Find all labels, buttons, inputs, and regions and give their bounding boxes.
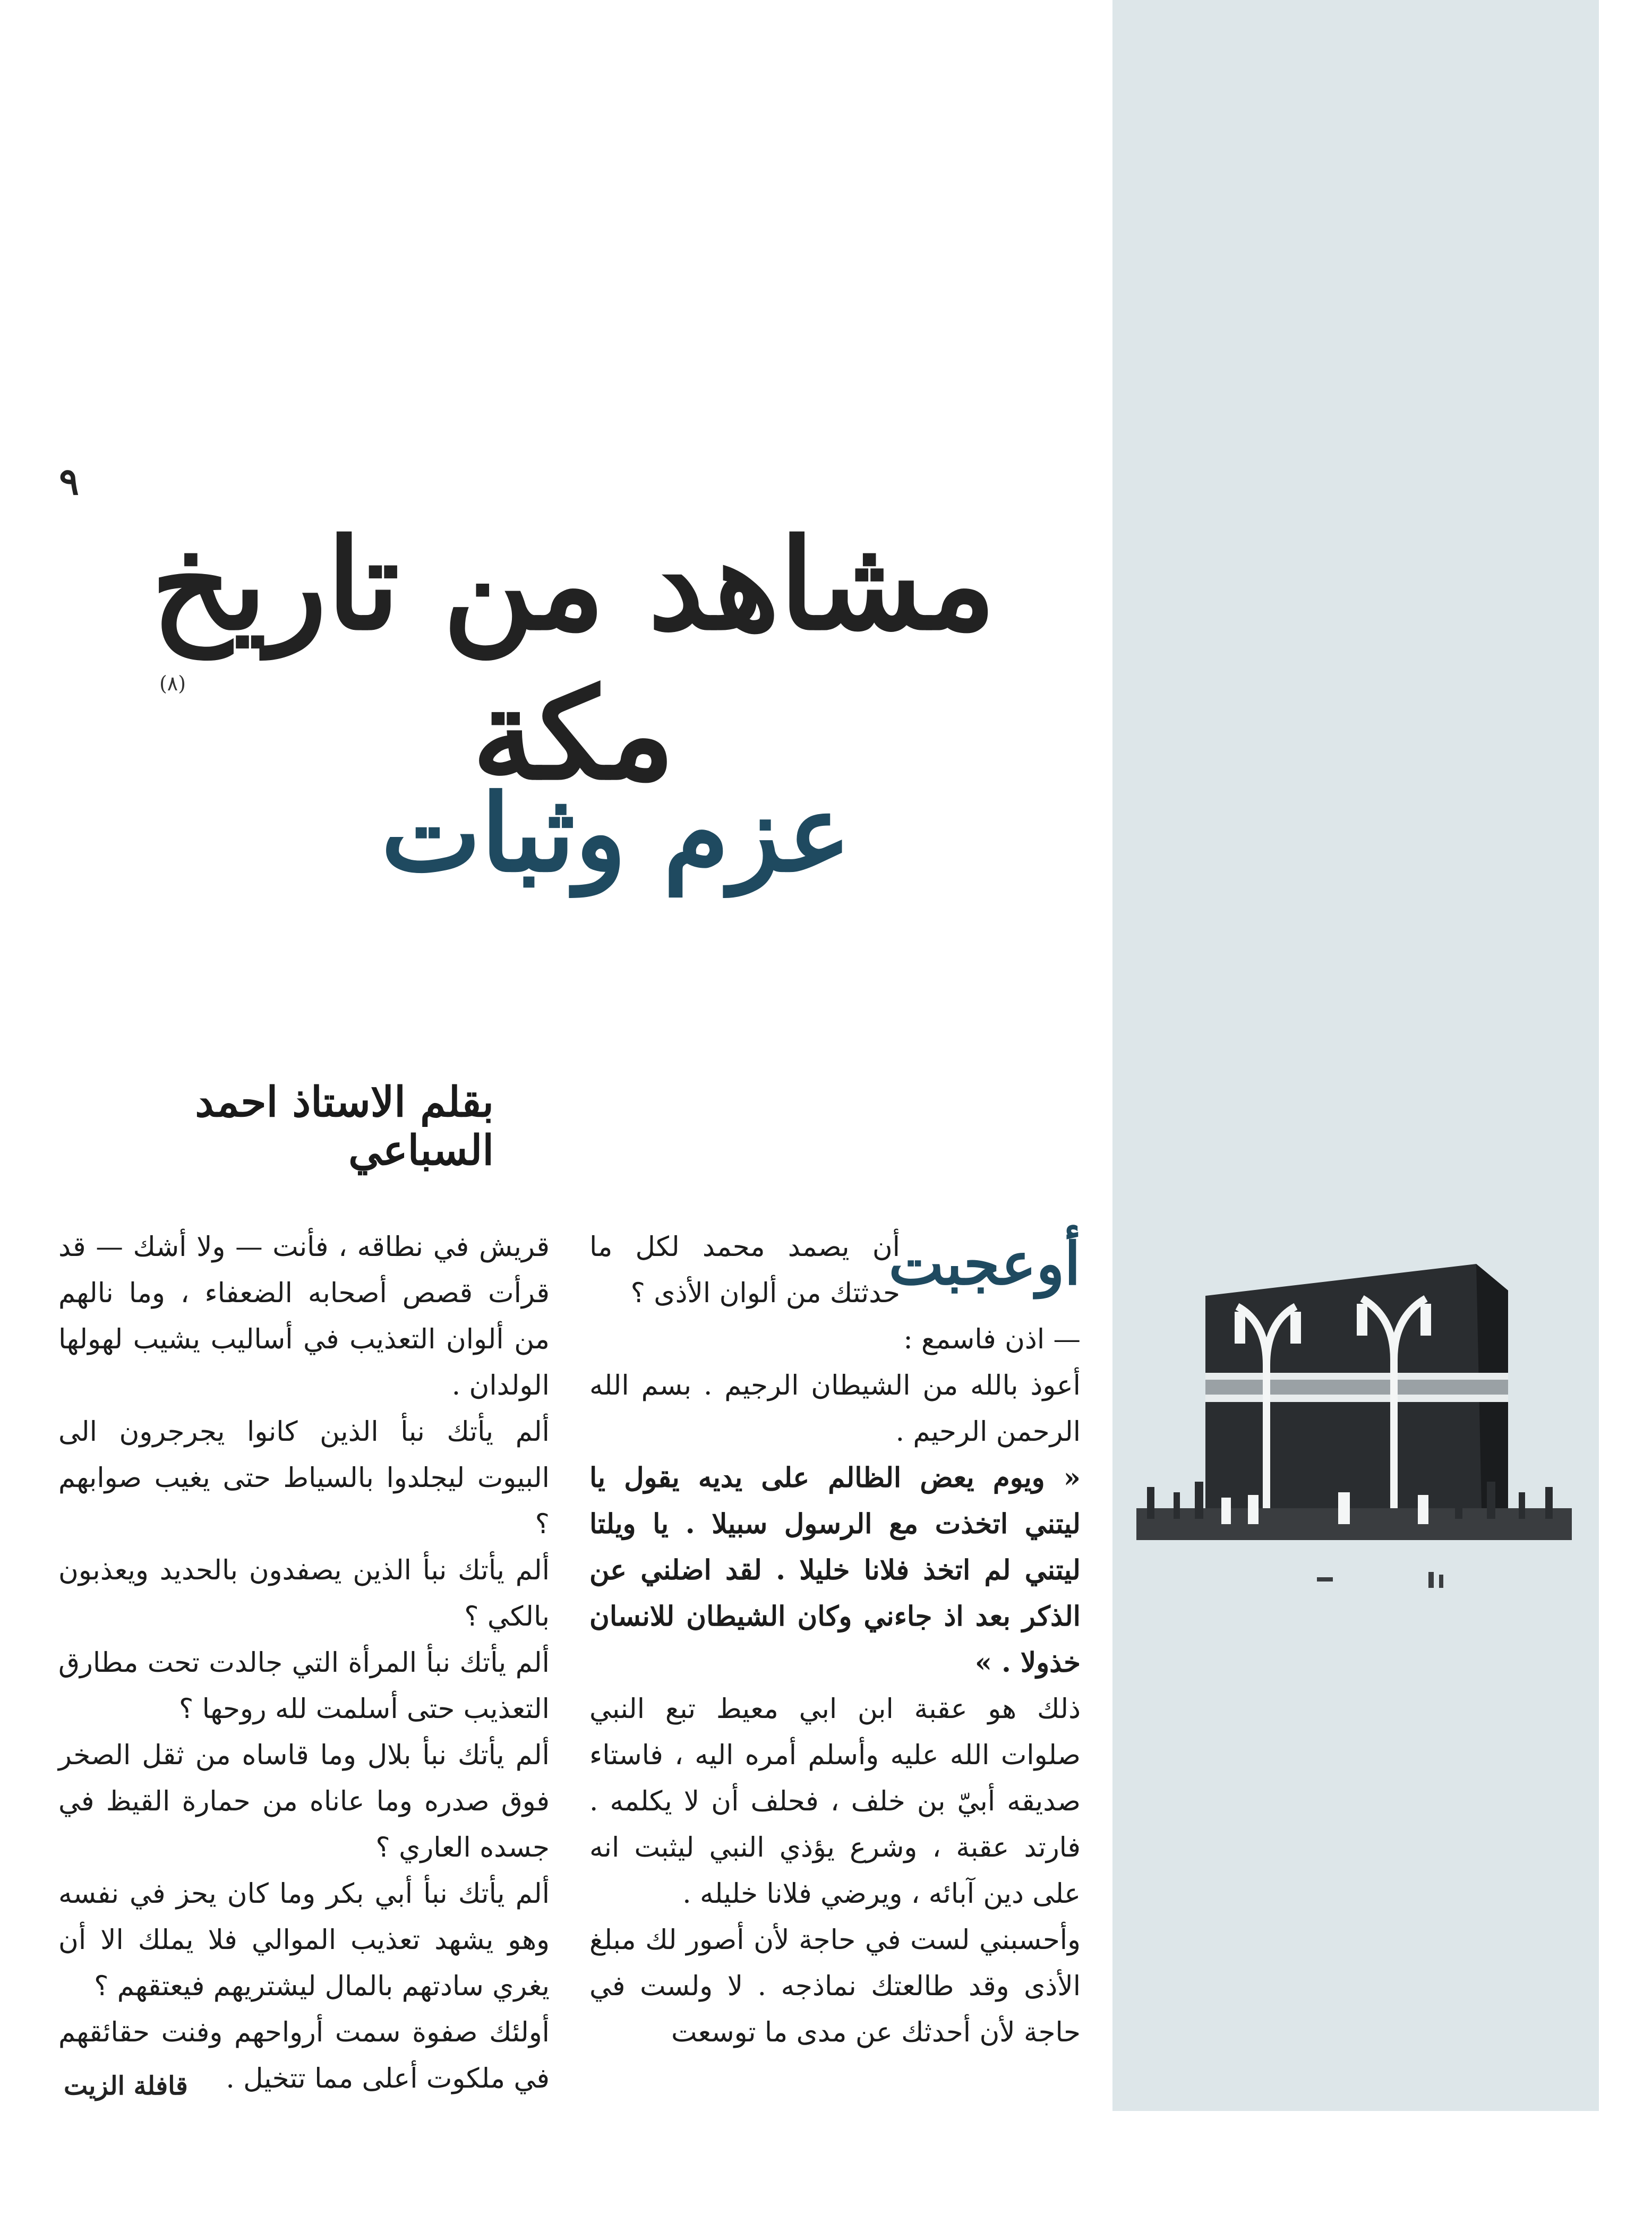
paragraph: ألم يأتك نبأ أبي بكر وما كان يحز في نفسه وهو يشهد تعذيب الموالي فلا يملك الا أن يغري سادتهم بالمال ليشتريهم فيعتقهم ؟: [58, 1878, 550, 2002]
article-title: مشاهد من تاريخ مكة: [151, 511, 996, 808]
author-byline: بقلم الاستاذ احمد السباعي: [195, 1078, 494, 1175]
paragraph: أعوذ بالله من الشيطان الرجيم . بسم الله الرحمن الرحيم .: [589, 1370, 1081, 1448]
magazine-footer: قافلة الزيت: [64, 2071, 188, 2101]
paragraph: أولئك صفوة سمت أرواحهم وفنت حقائقهم في ملكوت أعلى مما تتخيل .: [58, 2016, 550, 2095]
paragraph: — اذن فاسمع :: [903, 1323, 1081, 1355]
paragraph: ألم يأتك نبأ بلال وما قاساه من ثقل الصخر فوق صدره وما عاناه من حمارة القيظ في جسده العاري ؟: [58, 1739, 550, 1863]
article-subtitle: عزم وثبات: [381, 771, 851, 896]
paragraph: ذلك هو عقبة ابن ابي معيط تبع النبي صلوات الله عليه وأسلم أمره اليه ، فاستاء صديقه أبيّ بن خلف ، فحلف أن لا يكلمه . فارتد عقبة ، وشرع يؤذي النبي ليثبت انه على دين آبائه ، ويرضي فلانا خليله .: [589, 1693, 1081, 1910]
paragraph: قريش في نطاقه ، فأنت — ولا أشك — قد قرأت قصص أصحابه الضعفاء ، وما نالهم من ألوان التعذيب في أساليب يشيب لهولها الولدان .: [58, 1231, 550, 1401]
side-panel: [1112, 0, 1599, 2111]
text-column-left: [58, 1224, 550, 2102]
text-column-right: [589, 1224, 1081, 2056]
quran-quote: « ويوم يعض الظالم على يديه يقول يا ليتني اتخذت مع الرسول سبيلا . يا ويلتا ليتني لم اتخذ فلانا خليلا . لقد اضلني عن الذكر بعد اذ جاءني وكان الشيطان للانسان خذولا . »: [589, 1462, 1081, 1679]
paragraph: ألم يأتك نبأ الذين كانوا يجرجرون الى البيوت ليجلدوا بالسياط حتى يغيب صوابهم ؟: [58, 1416, 550, 1540]
paragraph: ألم يأتك نبأ المرأة التي جالدت تحت مطارق التعذيب حتى أسلمت لله روحها ؟: [58, 1647, 550, 1725]
lead-word: أوعجبت: [888, 1229, 1081, 1298]
series-number: (٨): [159, 672, 186, 695]
kaaba-photo: [1115, 1232, 1582, 1636]
page-number: ٩: [59, 459, 79, 503]
paragraph: ألم يأتك نبأ الذين يصفدون بالحديد ويعذبون بالكي ؟: [58, 1554, 550, 1632]
paragraph: وأحسبني لست في حاجة لأن أصور لك مبلغ الأذى وقد طالعتك نماذجه . لا ولست في حاجة لأن أحدثك عن مدى ما توسعت: [589, 1924, 1081, 2048]
paragraph: أن يصمد محمد لكل ما حدثتك من ألوان الأذى ؟: [589, 1231, 900, 1309]
